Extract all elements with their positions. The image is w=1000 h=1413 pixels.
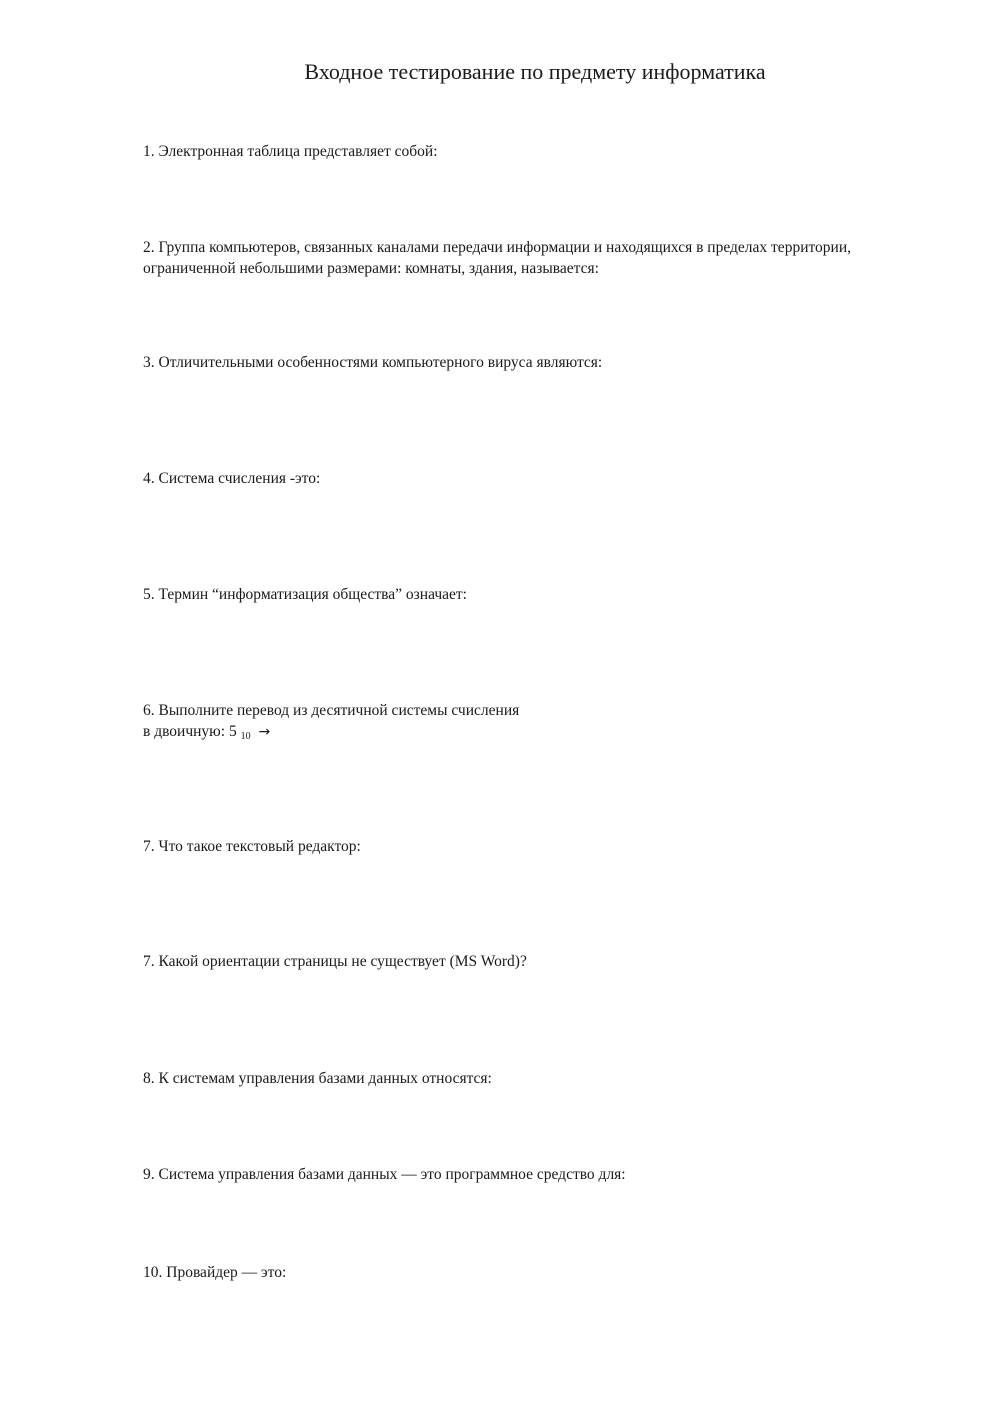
question-10	[143, 1262, 943, 1283]
question-5	[143, 584, 943, 605]
question-text-line2: ограниченной небольшими размерами: комнаты, здания, называется:	[143, 260, 599, 277]
question-6	[143, 700, 943, 747]
question-1	[143, 141, 943, 162]
question-text: Система счисления -это:	[158, 470, 321, 487]
question-number: 9.	[143, 1166, 155, 1183]
question-text: Что такое текстовый редактор:	[158, 838, 361, 855]
question-number: 2.	[143, 239, 155, 256]
right-arrow-icon: →	[258, 724, 271, 740]
question-7b	[143, 951, 943, 972]
page-title: Входное тестирование по предмету информатика	[304, 59, 766, 84]
question-text: К системам управления базами данных относятся:	[158, 1070, 492, 1087]
number-base-subscript: 10	[240, 731, 251, 742]
question-2	[143, 237, 943, 279]
question-text: Какой ориентации страницы не существует (MS Word)?	[158, 953, 527, 970]
question-number: 6.	[143, 702, 155, 719]
question-text-line2: в двоичную: 5	[143, 723, 237, 740]
question-number: 8.	[143, 1070, 155, 1087]
question-number: 7.	[143, 953, 155, 970]
question-text: Выполните перевод из десятичной системы счисления	[158, 702, 520, 719]
question-text: Группа компьютеров, связанных каналами передачи информации и находящихся в пределах территории,	[158, 239, 852, 256]
question-3	[143, 352, 943, 373]
question-8	[143, 1068, 943, 1089]
question-text: Система управления базами данных — это программное средство для:	[158, 1166, 626, 1183]
question-text: Провайдер — это:	[166, 1264, 287, 1281]
question-number: 3.	[143, 354, 155, 371]
question-text: Отличительными особенностями компьютерного вируса являются:	[158, 354, 603, 371]
question-number: 7.	[143, 838, 155, 855]
question-text: Термин “информатизация общества” означает:	[158, 586, 467, 603]
question-text: Электронная таблица представляет собой:	[158, 143, 438, 160]
question-9	[143, 1164, 943, 1185]
question-number: 4.	[143, 470, 155, 487]
question-number: 1.	[143, 143, 155, 160]
question-7a	[143, 836, 943, 857]
question-number: 5.	[143, 586, 155, 603]
question-4	[143, 468, 943, 489]
question-number: 10.	[143, 1264, 163, 1281]
